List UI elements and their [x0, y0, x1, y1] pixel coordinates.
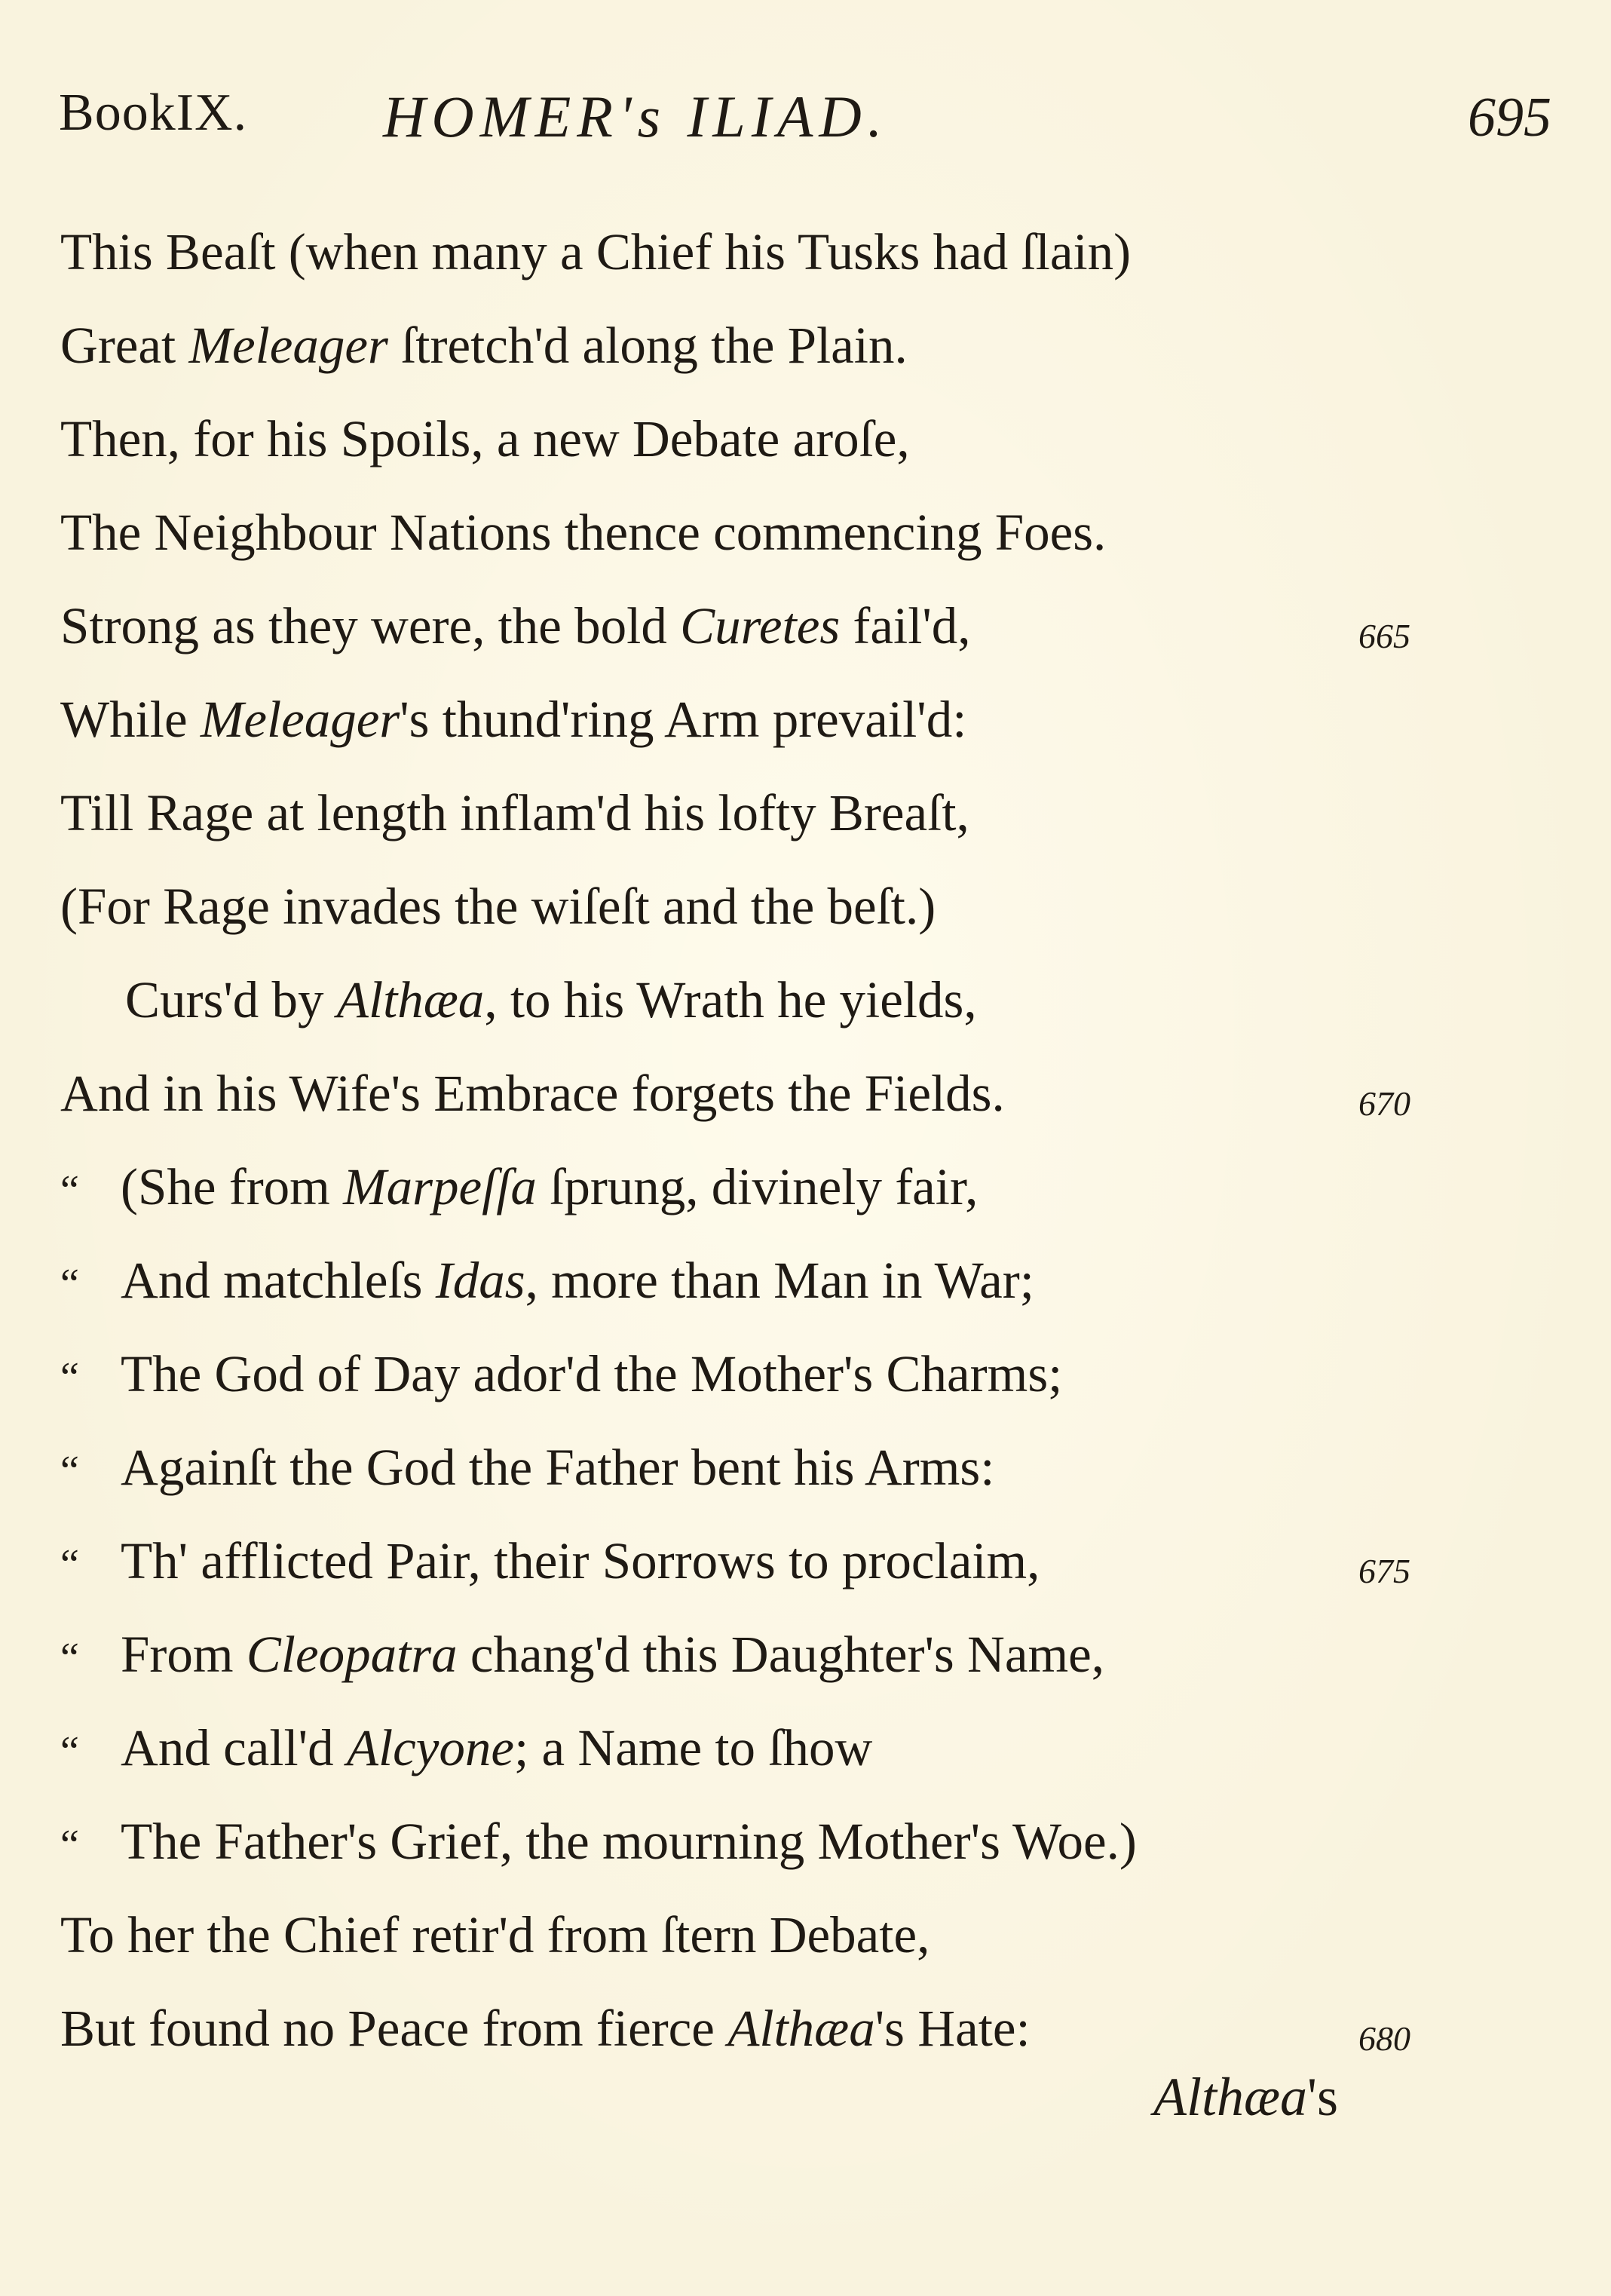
verse-line — [60, 299, 1493, 392]
italic-name: Idas — [435, 1252, 525, 1309]
verse-segment: (For Rage invades the wiſeſt and the beſt.) — [60, 878, 936, 935]
verse-segment: Then, for his Spoils, a new Debate aroſe, — [60, 410, 910, 467]
verse-line — [60, 1327, 1493, 1421]
italic-name: Althæa — [727, 2000, 875, 2057]
running-head — [59, 75, 1551, 166]
verse-segment: Curs'd by — [125, 971, 337, 1028]
verse-segment: (She from — [121, 1158, 344, 1215]
verse-line — [60, 766, 1493, 860]
verse-line — [60, 673, 1493, 766]
verse-segment: , to his Wrath he yields, — [484, 971, 977, 1028]
quotation-mark: “ — [60, 1635, 79, 1681]
verse-line — [60, 1982, 1493, 2075]
book-label — [59, 83, 247, 143]
verse-line — [60, 1795, 1493, 1888]
italic-name: Althæa — [336, 971, 485, 1028]
verse-line — [60, 1234, 1493, 1327]
verse-segment: And in his Wife's Embrace forgets the Fields. — [60, 1065, 1005, 1122]
page-number: 695 — [1468, 87, 1551, 149]
verse-line — [60, 1421, 1493, 1514]
verse-segment: And call'd — [121, 1719, 347, 1776]
verse-text — [60, 223, 1131, 280]
running-title: HOMER's ILIAD. — [383, 84, 889, 149]
verse-text — [121, 1626, 1104, 1683]
verse-segment: 's thund'ring Arm prevail'd: — [400, 691, 967, 748]
verse-text — [60, 784, 969, 841]
verse-text — [121, 1813, 1137, 1870]
verse-text — [60, 878, 936, 935]
verse-text — [121, 1252, 1034, 1309]
verse-segment: Till Rage at length inflam'd his lofty Breaſt, — [60, 784, 969, 841]
verse-text — [121, 1158, 978, 1215]
verse-segment: Againſt the God the Father bent his Arms: — [121, 1439, 995, 1496]
verse-text — [60, 1906, 930, 1963]
catchword-name: Althæa — [1153, 2067, 1308, 2127]
verse-text — [60, 317, 908, 374]
verse-text — [121, 1719, 872, 1776]
quotation-mark: “ — [60, 1167, 79, 1214]
verse-segment: To her the Chief retir'd from ſtern Debate, — [60, 1906, 930, 1963]
verse-line — [60, 1047, 1493, 1140]
italic-name: Curetes — [680, 597, 841, 654]
italic-name: Marpeſſa — [343, 1158, 537, 1215]
italic-name: Alcyone — [346, 1719, 515, 1776]
verse-line — [60, 579, 1493, 673]
verse-line — [60, 205, 1493, 299]
line-number: 670 — [1358, 1084, 1410, 1123]
catchword — [1153, 2066, 1338, 2129]
verse-line — [60, 953, 1493, 1047]
line-number: 680 — [1358, 2019, 1410, 2058]
verse-line — [60, 1140, 1493, 1234]
quotation-mark: “ — [60, 1261, 79, 1307]
quotation-mark: “ — [60, 1728, 79, 1775]
verse-line — [60, 860, 1493, 953]
quotation-mark: “ — [60, 1354, 79, 1401]
quotation-mark: “ — [60, 1822, 79, 1868]
verse-segment: Th' afflicted Pair, their Sorrows to proclaim, — [121, 1532, 1040, 1589]
verse-text — [60, 1065, 1005, 1122]
verse-segment: But found no Peace from fierce — [60, 2000, 728, 2057]
verse-text — [60, 504, 1106, 561]
verse-text — [121, 1345, 1062, 1402]
verse-segment: The God of Day ador'd the Mother's Charms; — [121, 1345, 1063, 1402]
verse-segment: fail'd, — [840, 597, 971, 654]
verse-segment: This Beaſt (when many a Chief his Tusks had ſlain) — [60, 223, 1132, 280]
verse-text — [60, 597, 971, 654]
quotation-mark: “ — [60, 1448, 79, 1494]
verse-line — [60, 1608, 1493, 1701]
verse-segment: While — [60, 691, 201, 748]
verse-segment: chang'd this Daughter's Name, — [457, 1626, 1105, 1683]
verse-segment: The Father's Grief, the mourning Mother's Woe.) — [121, 1813, 1137, 1870]
verse-segment: And matchleſs — [121, 1252, 436, 1309]
line-number: 665 — [1358, 617, 1410, 655]
book-number: IX. — [176, 84, 248, 142]
verse-line — [60, 1514, 1493, 1608]
verse-segment: Great — [60, 317, 189, 374]
verse-line — [60, 486, 1493, 579]
verse-segment: ſtretch'd along the Plain. — [387, 317, 908, 374]
book-word: Book — [59, 84, 176, 142]
verse-segment: The Neighbour Nations thence commencing Foes. — [60, 504, 1107, 561]
catchword-suffix: 's — [1307, 2067, 1339, 2127]
italic-name: Cleopatra — [246, 1626, 458, 1683]
verse-line — [60, 392, 1493, 486]
verse-text — [60, 971, 977, 1028]
verse-text — [60, 410, 910, 467]
verse-text — [121, 1532, 1040, 1589]
italic-name: Meleager — [200, 691, 400, 748]
verse-segment: ; a Name to ſhow — [514, 1719, 873, 1776]
verse-segment: , more than Man in War; — [525, 1252, 1034, 1309]
verse-text — [60, 2000, 1031, 2057]
verse-text — [60, 691, 966, 748]
verse-line — [60, 1701, 1493, 1795]
verse-line — [60, 1888, 1493, 1982]
line-number: 675 — [1358, 1552, 1410, 1590]
verse-segment: From — [121, 1626, 247, 1683]
verse-segment: ſprung, divinely fair, — [536, 1158, 979, 1215]
quotation-mark: “ — [60, 1541, 79, 1588]
verse-text — [121, 1439, 994, 1496]
italic-name: Meleager — [188, 317, 388, 374]
verse-block — [60, 205, 1493, 2075]
verse-segment: 's Hate: — [874, 2000, 1031, 2057]
verse-segment: Strong as they were, the bold — [60, 597, 681, 654]
